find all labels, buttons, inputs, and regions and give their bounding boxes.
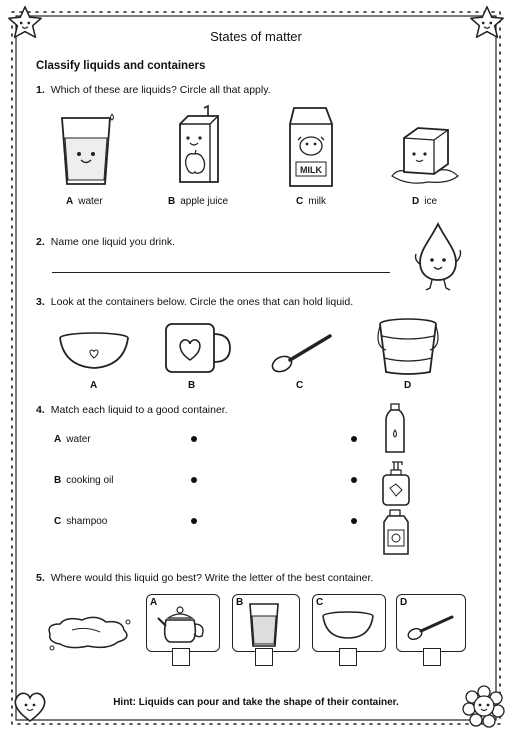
match-dot-right[interactable]: [351, 477, 357, 483]
q1-option-a[interactable]: A water: [66, 196, 103, 207]
water-drop-mascot-icon: [410, 220, 468, 294]
puddle-icon: [44, 610, 134, 654]
q1-option-d[interactable]: D ice: [412, 196, 438, 207]
q1-option-c[interactable]: C milk: [296, 196, 327, 207]
bowl-icon[interactable]: [56, 330, 132, 374]
bowl-icon: [320, 610, 376, 642]
shampoo-jug-icon[interactable]: [380, 508, 412, 558]
section-title: Classify liquids and containers: [36, 60, 206, 72]
milk-carton-label: MILK: [300, 165, 322, 175]
match-dot-left[interactable]: [191, 436, 197, 442]
water-bottle-icon[interactable]: [382, 402, 408, 456]
q3-option-a[interactable]: A: [90, 380, 98, 391]
q5-option-letter: D: [400, 597, 408, 608]
answer-box[interactable]: [339, 648, 357, 666]
answer-box[interactable]: [172, 648, 190, 666]
match-dot-left[interactable]: [191, 518, 197, 524]
bucket-icon[interactable]: [376, 316, 440, 378]
answer-box[interactable]: [423, 648, 441, 666]
pump-bottle-icon[interactable]: [378, 460, 412, 508]
answer-box[interactable]: [255, 648, 273, 666]
question-5: 5. Where would this liquid go best? Write the letter of the best container.: [36, 572, 374, 584]
mug-icon[interactable]: [162, 320, 236, 376]
spoon-icon: [406, 612, 456, 642]
milk-carton-icon[interactable]: [282, 102, 340, 192]
q1-option-b[interactable]: B apple juice: [168, 196, 229, 207]
q5-option-letter: B: [236, 597, 244, 608]
glass-icon: [246, 602, 282, 648]
question-text: Which of these are liquids? Circle all that apply.: [50, 84, 271, 96]
q5-option-letter: A: [150, 597, 158, 608]
worksheet-title: States of matter: [210, 29, 302, 44]
answer-line[interactable]: [52, 272, 390, 273]
ice-cube-icon[interactable]: [388, 120, 464, 188]
match-dot-right[interactable]: [351, 518, 357, 524]
water-glass-icon[interactable]: [52, 108, 124, 190]
question-1: [36, 84, 271, 96]
question-number: 1.: [36, 84, 45, 96]
q3-option-b[interactable]: B: [188, 380, 196, 391]
teapot-icon: [156, 604, 210, 646]
q3-option-d[interactable]: D: [404, 380, 412, 391]
q3-option-c[interactable]: C: [296, 380, 304, 391]
match-dot-right[interactable]: [351, 436, 357, 442]
q4-liquid-c: C shampoo: [54, 516, 108, 527]
question-2: 2. Name one liquid you drink.: [36, 236, 176, 248]
spoon-icon[interactable]: [270, 330, 336, 374]
juice-box-icon[interactable]: [174, 104, 226, 190]
q4-liquid-a: A water: [54, 434, 91, 445]
q4-liquid-b: B cooking oil: [54, 475, 114, 486]
hint-text: Hint: Liquids can pour and take the shape of their container.: [113, 697, 399, 708]
q5-option-letter: C: [316, 597, 324, 608]
question-4: 4. Match each liquid to a good container.: [36, 404, 228, 416]
match-dot-left[interactable]: [191, 477, 197, 483]
question-3: 3. Look at the containers below. Circle the ones that can hold liquid.: [36, 296, 354, 308]
